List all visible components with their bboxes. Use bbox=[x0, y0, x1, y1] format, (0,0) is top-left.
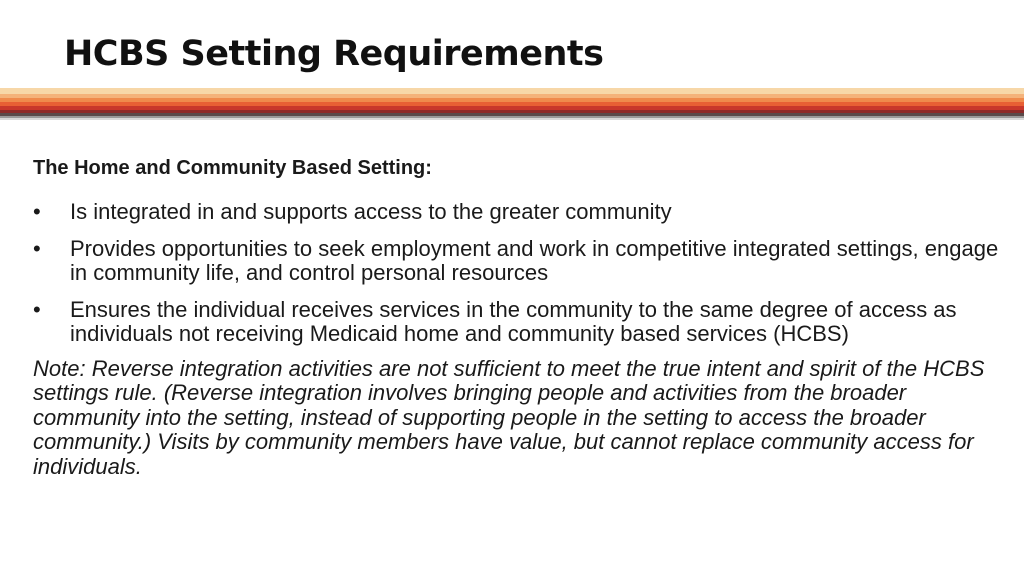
section-subheading: The Home and Community Based Setting: bbox=[33, 157, 432, 179]
slide-content bbox=[33, 150, 1003, 479]
bullet-icon: • bbox=[33, 199, 41, 224]
decorative-stripe-band bbox=[0, 88, 1024, 120]
bullet-icon: • bbox=[33, 235, 41, 261]
requirements-list bbox=[33, 200, 1003, 347]
list-item-text: Ensures the individual receives services in the community to the same degree of access as individuals not receiving Medicaid home and community based services (HCBS) bbox=[70, 296, 957, 346]
list-item bbox=[33, 237, 1003, 286]
stripe bbox=[0, 118, 1024, 120]
note-paragraph: Note: Reverse integration activities are not sufficient to meet the true intent and spirit of the HCBS settings rule. (Reverse integration involves bringing people and activities from the broader community into the setting, instead of supporting people in the setting to access the broader community.) Visits by community members have value, but cannot replace community access for individuals. bbox=[33, 355, 985, 479]
list-item bbox=[33, 200, 1003, 225]
list-item bbox=[33, 298, 1003, 347]
bullet-icon: • bbox=[33, 296, 41, 322]
list-item-text: Provides opportunities to seek employment and work in competitive integrated settings, engage in community life, and control personal resources bbox=[70, 235, 999, 285]
list-item-text: Is integrated in and supports access to the greater community bbox=[70, 199, 672, 224]
slide-title: HCBS Setting Requirements bbox=[64, 34, 604, 74]
